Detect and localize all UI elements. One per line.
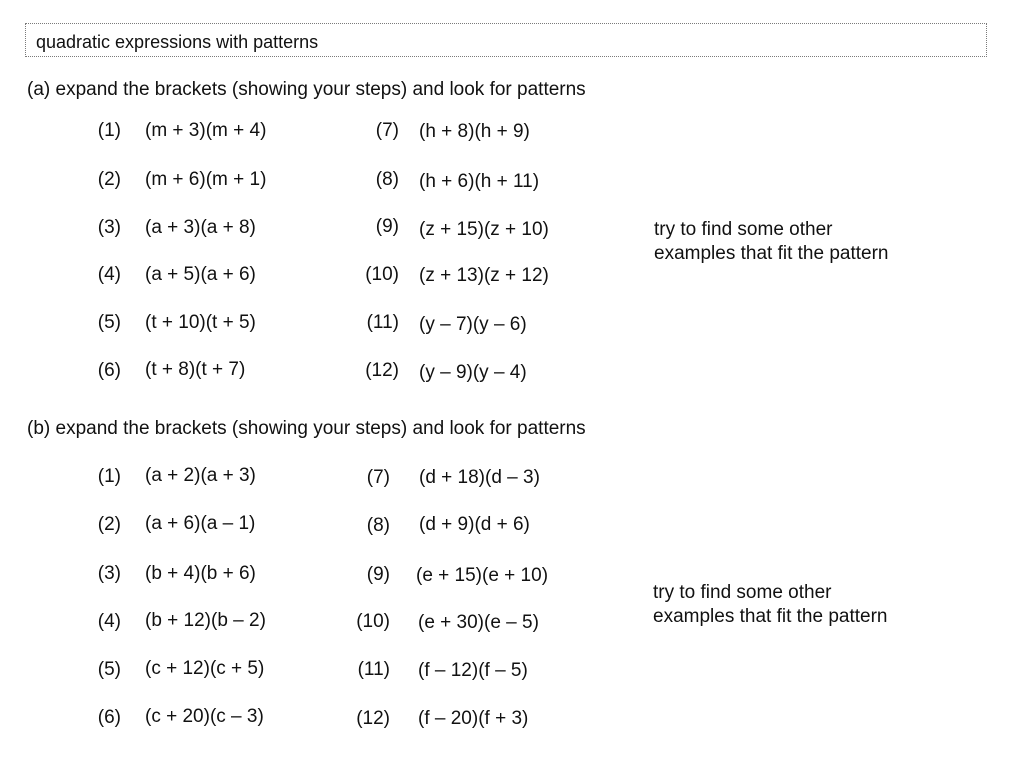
question-number: (10) xyxy=(365,264,399,285)
question-expression: (e + 15)(e + 10) xyxy=(416,565,549,586)
question-expression: (t + 10)(t + 5) xyxy=(145,312,256,333)
question-number: (1) xyxy=(97,466,121,487)
hint-line-2: examples that fit the pattern xyxy=(654,243,889,264)
question-expression: (c + 12)(c + 5) xyxy=(145,658,265,679)
question-number: (3) xyxy=(97,217,121,238)
question-number: (2) xyxy=(97,514,121,535)
question-expression: (h + 6)(h + 11) xyxy=(419,171,540,192)
question-number: (8) xyxy=(375,169,399,190)
question-expression: (z + 13)(z + 12) xyxy=(419,265,549,286)
question-expression: (y – 9)(y – 4) xyxy=(419,362,527,383)
question-expression: (y – 7)(y – 6) xyxy=(419,314,527,335)
question-expression: (a + 2)(a + 3) xyxy=(145,465,256,486)
question-expression: (b + 4)(b + 6) xyxy=(145,563,256,584)
question-expression: (a + 6)(a – 1) xyxy=(145,513,256,534)
question-expression: (h + 8)(h + 9) xyxy=(419,121,530,142)
question-number: (4) xyxy=(97,611,121,632)
question-number: (2) xyxy=(97,169,121,190)
question-expression: (t + 8)(t + 7) xyxy=(145,359,246,380)
question-expression: (f – 20)(f + 3) xyxy=(418,708,529,729)
question-expression: (m + 3)(m + 4) xyxy=(145,120,267,141)
title-box xyxy=(25,23,987,57)
question-expression: (a + 3)(a + 8) xyxy=(145,217,256,238)
question-number: (4) xyxy=(97,264,121,285)
question-expression: (f – 12)(f – 5) xyxy=(418,660,528,681)
question-number: (7) xyxy=(375,120,399,141)
question-expression: (c + 20)(c – 3) xyxy=(145,706,264,727)
question-expression: (z + 15)(z + 10) xyxy=(419,219,549,240)
question-number: (5) xyxy=(97,659,121,680)
page-title: quadratic expressions with patterns xyxy=(36,32,319,52)
question-number: (11) xyxy=(366,312,399,333)
hint-line-2: examples that fit the pattern xyxy=(653,606,888,627)
hint-line-1: try to find some other xyxy=(654,219,833,240)
question-expression: (a + 5)(a + 6) xyxy=(145,264,256,285)
question-expression: (m + 6)(m + 1) xyxy=(145,169,267,190)
question-number: (7) xyxy=(366,467,390,488)
question-number: (12) xyxy=(356,708,390,729)
question-number: (12) xyxy=(365,360,399,381)
question-number: (9) xyxy=(375,216,399,237)
question-expression: (d + 18)(d – 3) xyxy=(419,467,540,488)
section-b-heading: (b) expand the brackets (showing your steps) and look for patterns xyxy=(27,418,586,439)
question-expression: (d + 9)(d + 6) xyxy=(419,514,530,535)
section-a-heading: (a) expand the brackets (showing your steps) and look for patterns xyxy=(27,79,586,100)
question-number: (9) xyxy=(366,564,390,585)
question-number: (5) xyxy=(97,312,121,333)
question-number: (11) xyxy=(357,659,390,680)
question-number: (6) xyxy=(97,707,121,728)
question-expression: (e + 30)(e – 5) xyxy=(418,612,539,633)
question-number: (6) xyxy=(97,360,121,381)
question-expression: (b + 12)(b – 2) xyxy=(145,610,266,631)
hint-line-1: try to find some other xyxy=(653,582,832,603)
question-number: (3) xyxy=(97,563,121,584)
question-number: (8) xyxy=(366,515,390,536)
question-number: (10) xyxy=(356,611,390,632)
question-number: (1) xyxy=(97,120,121,141)
